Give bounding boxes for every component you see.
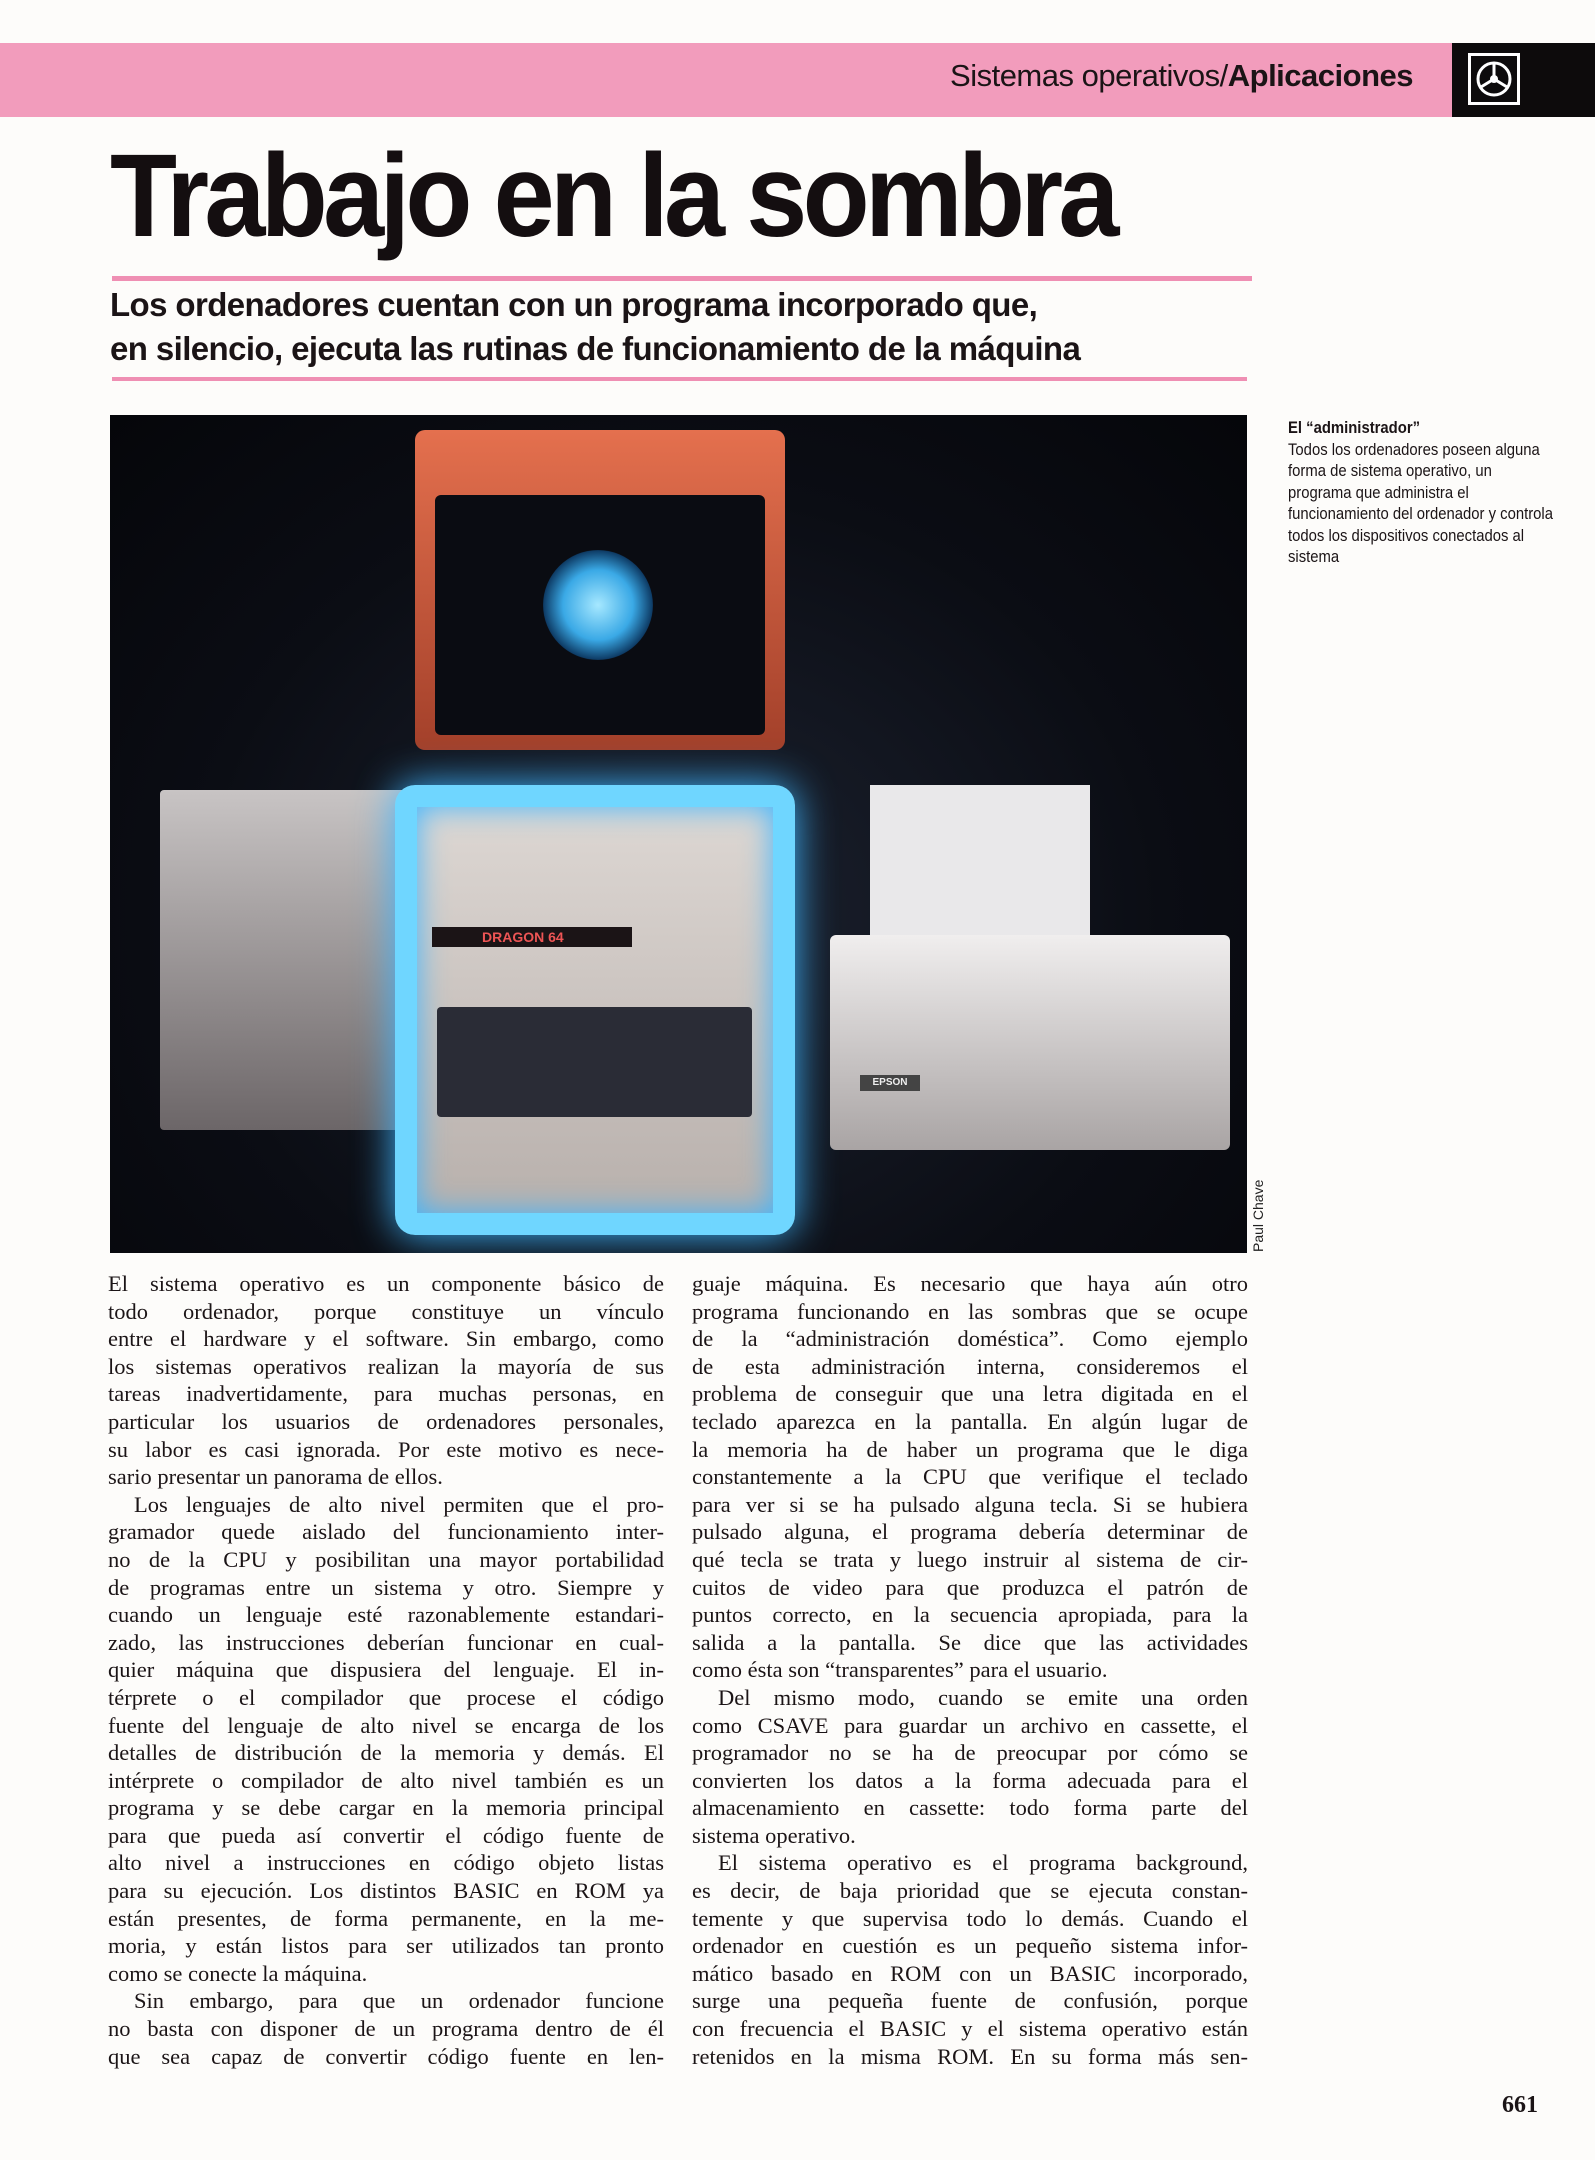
text-line: qué tecla se trata y luego instruir al sistema de cir-: [692, 1546, 1248, 1572]
section-name: Sistemas operativos/: [950, 58, 1228, 93]
section-header: [950, 58, 1413, 94]
page-title: Trabajo en la sombra: [110, 130, 1115, 262]
text-line: El sistema operativo es el programa background,: [718, 1850, 1248, 1876]
text-line: alto nivel a instrucciones en código objeto listas: [108, 1850, 664, 1876]
text-line: los sistemas operativos realizan la mayoría de sus: [108, 1353, 664, 1379]
text-line: particular los usuarios de ordenadores personales,: [108, 1408, 664, 1434]
subtitle: [110, 283, 1080, 371]
printer: [830, 935, 1230, 1150]
printer-label: EPSON: [860, 1075, 920, 1091]
page-number: 661: [1502, 2092, 1538, 2118]
text-line: de esta administración interna, consideremos el: [692, 1353, 1248, 1379]
sidebar-caption: [1288, 418, 1558, 569]
text-line: no de la CPU y posibilitan una mayor portabilidad: [108, 1546, 664, 1572]
text-line: programa funcionando en las sombras que se ocupe: [692, 1298, 1248, 1324]
text-line: puntos correcto, en la secuencia apropiada, para la: [692, 1602, 1248, 1628]
text-line: El sistema operativo es un componente básico de: [108, 1271, 664, 1296]
paragraph: [108, 1270, 664, 1491]
text-line: la memoria ha de haber un programa que le diga: [692, 1436, 1248, 1462]
text-line: de programas entre un sistema y otro. Siempre y: [108, 1574, 664, 1600]
text-line: programa y se debe cargar en la memoria principal: [108, 1795, 664, 1821]
text-line: intérprete o compilador de alto nivel también es un: [108, 1767, 664, 1793]
text-line: cuitos de video para que produzca el patrón de: [692, 1574, 1248, 1600]
text-line: sistema operativo.: [692, 1822, 856, 1848]
text-line: temente y que supervisa todo lo demás. Cuando el: [692, 1905, 1248, 1931]
text-line: mático basado en ROM con un BASIC incorporado,: [692, 1960, 1248, 1986]
dragon-computer: [395, 785, 795, 1235]
text-line: Sin embargo, para que un ordenador funcione: [134, 1988, 664, 2014]
text-line: problema de conseguir que una letra digitada en el: [692, 1381, 1248, 1407]
text-line: tareas inadvertidamente, para muchas personas, en: [108, 1381, 664, 1407]
subtitle-line: en silencio, ejecuta las rutinas de funcionamiento de la máquina: [110, 330, 1081, 367]
text-line: entre el hardware y el software. Sin embargo, como: [108, 1326, 664, 1352]
paragraph: [108, 1491, 664, 1988]
text-line: es decir, de baja prioridad que se ejecuta constan-: [692, 1878, 1248, 1904]
text-line: quier máquina que dispusiera del lenguaje. El in-: [108, 1657, 664, 1683]
text-line: todo ordenador, porque constituye un vínculo: [108, 1298, 664, 1324]
text-line: Los lenguajes de alto nivel permiten que el pro-: [134, 1491, 664, 1517]
photo-credit: Paul Chave: [1250, 1179, 1266, 1252]
text-line: constantemente a la CPU que verifique el teclado: [692, 1464, 1248, 1490]
text-line: retenidos en la misma ROM. En su forma más sen-: [692, 2043, 1248, 2069]
text-line: como CSAVE para guardar un archivo en cassette, el: [692, 1712, 1248, 1738]
text-line: como ésta son “transparentes” para el usuario.: [692, 1657, 1108, 1683]
text-line: están presentes, de forma permanente, en la me-: [108, 1905, 664, 1931]
text-line: como se conecte la máquina.: [108, 1960, 368, 1986]
text-line: teclado aparezca en la pantalla. En algún lugar de: [692, 1408, 1248, 1434]
text-line: zado, las instrucciones deberían funcionar en cual-: [108, 1629, 664, 1655]
text-line: térprete o el compilador que procese el código: [108, 1684, 664, 1710]
printer-paper: [870, 785, 1090, 955]
text-line: detalles de distribución de la memoria y demás. El: [108, 1740, 664, 1766]
text-line: convierten los datos a la forma adecuada para el: [692, 1767, 1248, 1793]
sidebar-text: Todos los ordenadores poseen alguna forma de sistema operativo, un programa que administra el funcionamiento del ordenador y controla todos los dispositivos conectados al sistema: [1288, 440, 1554, 566]
text-line: surge una pequeña fuente de confusión, porque: [692, 1988, 1248, 2014]
computer-label: DRAGON 64: [432, 927, 632, 947]
text-line: para que pueda así convertir el código fuente de: [108, 1822, 664, 1848]
text-line: almacenamiento en cassette: todo forma parte del: [692, 1795, 1248, 1821]
photo-computers: [110, 415, 1247, 1253]
title-rule: [112, 276, 1252, 281]
paragraph: [108, 1987, 664, 2070]
subtitle-rule: [112, 377, 1247, 381]
body-column-2: [692, 1270, 1248, 2070]
text-line: de la “administración doméstica”. Como ejemplo: [692, 1326, 1248, 1352]
text-line: no basta con disponer de un programa dentro de él: [108, 2016, 664, 2042]
body-column-1: [108, 1270, 664, 2070]
text-line: ordenador en cuestión es un pequeño sistema infor-: [692, 1933, 1248, 1959]
text-line: moria, y están listos para ser utilizados tan pronto: [108, 1933, 664, 1959]
text-line: gramador quede aislado del funcionamiento inter-: [108, 1519, 664, 1545]
text-line: su labor es casi ignorada. Por este motivo es nece-: [108, 1436, 664, 1462]
text-line: cuando un lenguaje esté razonablemente estandari-: [108, 1602, 664, 1628]
paragraph: [692, 1849, 1248, 2070]
text-line: que sea capaz de convertir código fuente en len-: [108, 2043, 664, 2069]
text-line: pulsado alguna, el programa debería determinar de: [692, 1519, 1248, 1545]
subsection-name: Aplicaciones: [1227, 58, 1413, 93]
subtitle-line: Los ordenadores cuentan con un programa incorporado que,: [110, 286, 1038, 323]
keyboard: [437, 1007, 752, 1117]
text-line: programador no se ha de preocupar por cómo se: [692, 1740, 1248, 1766]
text-line: con frecuencia el BASIC y el sistema operativo están: [692, 2016, 1248, 2042]
text-line: sario presentar un panorama de ellos.: [108, 1464, 443, 1490]
text-line: Del mismo modo, cuando se emite una orden: [718, 1684, 1248, 1710]
text-line: guaje máquina. Es necesario que haya aún otro: [692, 1271, 1248, 1296]
text-line: fuente del lenguaje de alto nivel se encarga de los: [108, 1712, 664, 1738]
text-line: salida a la pantalla. Se dice que las actividades: [692, 1629, 1248, 1655]
sidebar-heading: El “administrador”: [1288, 419, 1421, 437]
text-line: para su ejecución. Los distintos BASIC en ROM ya: [108, 1878, 664, 1904]
paragraph: [692, 1684, 1248, 1850]
steering-wheel-icon: [1468, 53, 1520, 105]
monitor: [415, 430, 785, 750]
paragraph: [692, 1270, 1248, 1684]
text-line: para ver si se ha pulsado alguna tecla. Si se hubiera: [692, 1491, 1248, 1517]
